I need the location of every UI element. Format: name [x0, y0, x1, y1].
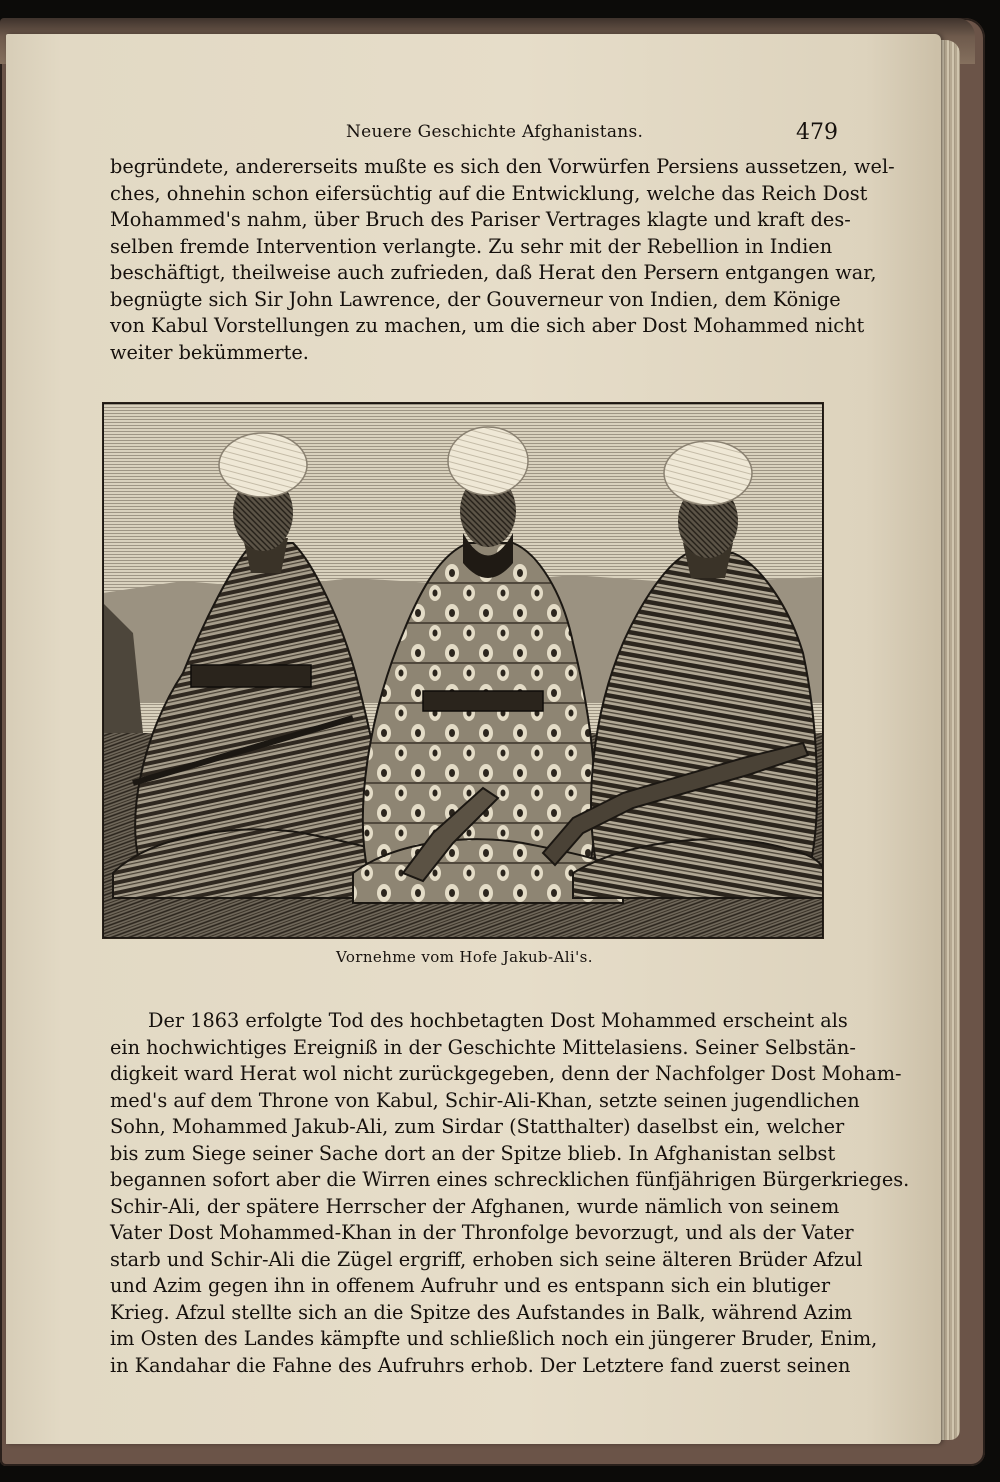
text-line: Vater Dost Mohammed-Khan in der Thronfolge bevorzugt, und als der Vater	[110, 1221, 854, 1244]
text-line: ches, ohnehin schon eifersüchtig auf die Entwicklung, welche das Reich Dost	[110, 181, 868, 205]
text-line: Krieg. Afzul stellte sich an die Spitze des Aufstandes in Balk, während Azim	[110, 1300, 853, 1324]
text-line: in Kandahar die Fahne des Aufruhrs erhob. Der Letztere fand zuerst seinen	[110, 1353, 851, 1377]
illustration-caption: Vornehme vom Hofe Jakub-Ali's.	[336, 948, 593, 966]
paragraph-1	[110, 154, 895, 366]
text-line: selben fremde Intervention verlangte. Zu sehr mit der Rebellion in Indien	[110, 234, 833, 258]
text-line: starb und Schir-Ali die Zügel ergriff, erhoben sich seine älteren Brüder Afzul	[110, 1247, 863, 1271]
text-line: bis zum Siege seiner Sache dort an der Spitze blieb. In Afghanistan selbst	[110, 1141, 836, 1165]
text-line: von Kabul Vorstellungen zu machen, um die sich aber Dost Mohammed nicht	[110, 314, 865, 337]
text-line: ein hochwichtiges Ereigniß in der Geschichte Mittelasiens. Seiner Selbstän-	[110, 1035, 856, 1059]
text-line: beschäftigt, theilweise auch zufrieden, daß Herat den Persern entgangen war,	[110, 261, 877, 284]
running-head: Neuere Geschichte Afghanistans.	[346, 122, 644, 142]
engraving-three-afghan-nobles	[102, 402, 824, 939]
text-line: Der 1863 erfolgte Tod des hochbetagten Dost Mohammed erscheint als	[148, 1009, 848, 1032]
text-line: med's auf dem Throne von Kabul, Schir-Ali-Khan, setzte seinen jugendlichen	[110, 1088, 860, 1112]
text-line: und Azim gegen ihn in offenem Aufruhr und es entspann sich ein blutiger	[110, 1274, 831, 1297]
text-line: digkeit ward Herat wol nicht zurückgegeben, denn der Nachfolger Dost Moham-	[110, 1062, 902, 1085]
book-page	[6, 34, 941, 1444]
text-line: Sohn, Mohammed Jakub-Ali, zum Sirdar (Statthalter) daselbst ein, welcher	[110, 1115, 845, 1138]
text-line: begnügte sich Sir John Lawrence, der Gouverneur von Indien, dem Könige	[110, 287, 841, 311]
paragraph-2	[110, 1008, 910, 1379]
text-line: im Osten des Landes kämpfte und schließlich noch ein jüngerer Bruder, Enim,	[110, 1327, 878, 1350]
text-line: begannen sofort aber die Wirren eines schrecklichen fünfjährigen Bürgerkrieges.	[110, 1168, 910, 1191]
page-number: 479	[796, 120, 838, 145]
text-line: weiter bekümmerte.	[110, 340, 309, 364]
text-line: Mohammed's nahm, über Bruch des Pariser Vertrages klagte und kraft des-	[110, 208, 851, 231]
engraving-drawing	[103, 403, 823, 938]
text-line: begründete, andererseits mußte es sich den Vorwürfen Persiens aussetzen, wel-	[110, 155, 895, 178]
text-line: Schir-Ali, der spätere Herrscher der Afghanen, wurde nämlich von seinem	[110, 1194, 840, 1218]
